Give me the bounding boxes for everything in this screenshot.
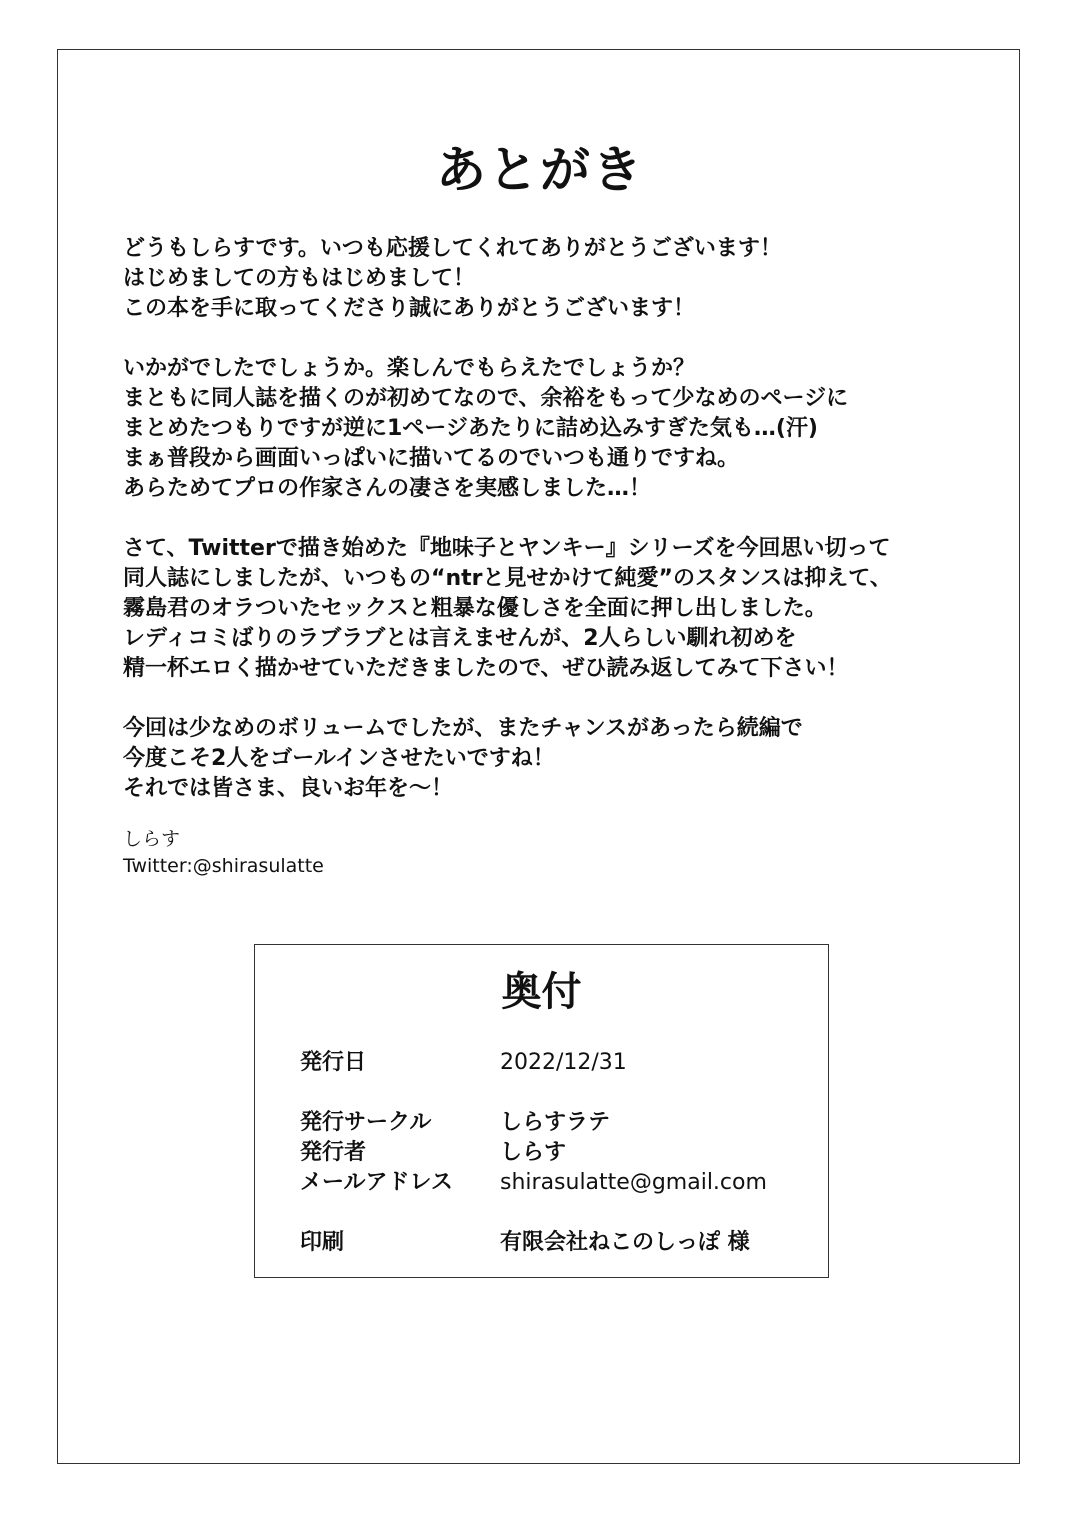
colophon-row-publish-date	[300, 1048, 820, 1078]
colophon-row-email	[300, 1168, 820, 1198]
paragraph	[123, 234, 983, 324]
text-line: まぁ普段から画面いっぱいに描いてるのでいつも通りですね。	[123, 446, 740, 471]
page-title: あとがき	[436, 141, 644, 199]
text-line: それでは皆さま、良いお年を〜！	[123, 776, 454, 801]
text-line: さて、Twitterで描き始めた『地味子とヤンキー』シリーズを今回思い切って	[123, 536, 891, 561]
paragraph	[123, 354, 983, 504]
text-line: 同人誌にしましたが、いつもの“ntrと見せかけて純愛”のスタンスは抑えて、	[123, 566, 892, 591]
colophon-label: 発行者	[300, 1140, 367, 1165]
paragraph	[123, 714, 983, 804]
colophon-label: 印刷	[300, 1230, 345, 1255]
colophon-box	[254, 944, 829, 1278]
text-line: 今度こそ2人をゴールインさせたいですね！	[123, 746, 555, 771]
colophon-title: 奥付	[501, 969, 582, 1015]
text-line: レディコミばりのラブラブとは言えませんが、2人らしい馴れ初めを	[123, 626, 797, 651]
colophon-label: メールアドレス	[300, 1170, 453, 1195]
colophon-value: shirasulatte@gmail.com	[500, 1170, 767, 1195]
colophon-row-printer	[300, 1228, 820, 1258]
text-line: まとめたつもりですが逆に1ページあたりに詰め込みすぎた気も…(汗)	[123, 416, 818, 441]
author-signature	[123, 826, 324, 880]
author-name: しらす	[123, 828, 181, 850]
paragraph	[123, 534, 983, 684]
text-line: どうもしらすです。いつも応援してくれてありがとうございます！	[123, 236, 782, 261]
text-line: 精一杯エロく描かせていただきましたので、ぜひ読み返してみて下さい！	[123, 656, 849, 681]
colophon-value: しらす	[500, 1140, 567, 1165]
text-line: 今回は少なめのボリュームでしたが、またチャンスがあったら続編で	[123, 716, 803, 741]
colophon-value: しらすラテ	[500, 1110, 611, 1135]
text-line: はじめましての方もはじめまして！	[123, 266, 476, 291]
text-line: いかがでしたでしょうか。楽しんでもらえたでしょうか？	[123, 356, 696, 381]
colophon-value: 有限会社ねこのしっぽ 様	[500, 1230, 750, 1255]
colophon-list	[300, 1048, 820, 1258]
text-line: まともに同人誌を描くのが初めてなので、余裕をもって少なめのページに	[123, 386, 849, 411]
colophon-label: 発行日	[300, 1050, 367, 1075]
text-line: あらためてプロの作家さんの凄さを実感しました…！	[123, 476, 652, 501]
author-twitter: Twitter:@shirasulatte	[123, 855, 324, 877]
colophon-row-publisher	[300, 1138, 820, 1168]
colophon-row-circle	[300, 1108, 820, 1138]
text-line: この本を手に取ってくださり誠にありがとうございます！	[123, 296, 696, 321]
afterword-body	[123, 234, 983, 834]
colophon-value: 2022/12/31	[500, 1050, 627, 1075]
colophon-label: 発行サークル	[300, 1110, 432, 1135]
text-line: 霧島君のオラついたセックスと粗暴な優しさを全面に押し出しました。	[123, 596, 827, 621]
